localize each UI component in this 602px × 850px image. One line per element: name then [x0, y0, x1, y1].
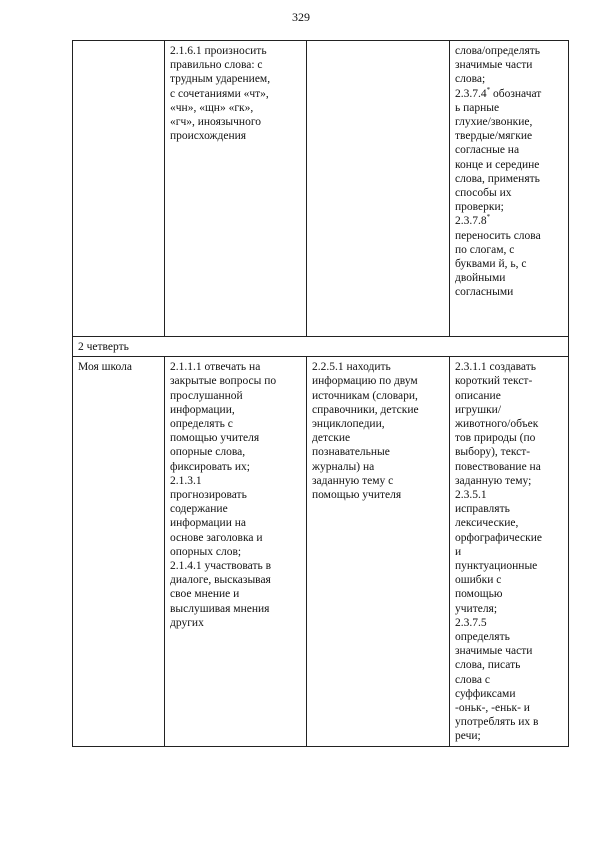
cell-line: фиксировать их; [170, 460, 250, 473]
cell-line: диалоге, высказывая [170, 574, 271, 587]
cell-line: познавательные [312, 446, 390, 459]
cell-line: слова, писать [455, 659, 521, 672]
cell-line: определять [455, 631, 510, 644]
row1-listening-cell [165, 41, 307, 337]
cell-line: 2.3.7.4* обозначат [455, 85, 542, 100]
cell-line: согласными [455, 286, 514, 299]
cell-line: энциклопедии, [312, 418, 385, 431]
row2-writing-cell [450, 357, 569, 746]
cell-line: определять с [170, 418, 233, 431]
cell-line: с сочетаниями «чт», [170, 87, 269, 100]
cell-line: свое мнение и [170, 588, 240, 601]
cell-line: игрушки/ [455, 403, 502, 416]
cell-line: 2.1.4.1 участвовать в [170, 560, 272, 573]
row2-listening-cell [165, 357, 307, 746]
cell-line: слова/определять [455, 45, 541, 57]
cell-line: справочники, детские [312, 403, 419, 416]
cell-line: орфографические [455, 531, 543, 544]
cell-line: лексические, [455, 517, 519, 530]
cell-line: информацию по двум [312, 375, 418, 388]
cell-line: описание [455, 389, 501, 402]
cell-line: других [170, 616, 204, 629]
cell-line: слова, применять [455, 172, 540, 185]
quarter-row [73, 337, 569, 357]
cell-line: 2.1.3.1 [170, 474, 202, 487]
cell-line: глухие/звонкие, [455, 116, 533, 129]
cell-line: ошибки с [455, 574, 502, 587]
cell-line: источникам (словари, [312, 389, 418, 402]
cell-line: 2.3.1.1 создавать [455, 361, 536, 374]
cell-line: двойными [455, 272, 506, 285]
cell-line: слова с [455, 673, 490, 686]
cell-line: информации, [170, 403, 235, 416]
table-row [73, 357, 569, 746]
cell-line: слова; [455, 73, 486, 86]
cell-line: учителя; [455, 602, 498, 615]
cell-line: и [455, 545, 462, 558]
cell-line: 2.1.1.1 отвечать на [170, 361, 261, 374]
cell-line: заданную тему; [455, 474, 532, 487]
page-number: 329 [292, 10, 310, 24]
cell-line: прогнозировать [170, 489, 247, 502]
cell-line: речи; [455, 730, 481, 743]
cell-line: «чн», «щн» «гк», [170, 101, 254, 114]
cell-line: основе заголовка и [170, 531, 263, 544]
cell-line: согласные на [455, 144, 520, 157]
cell-line: 2.2.5.1 находить [312, 361, 391, 374]
cell-line: употреблять их в [455, 716, 539, 729]
cell-line: закрытые вопросы по [170, 375, 277, 388]
cell-line: помощью учителя [312, 489, 402, 502]
cell-line: прослушанной [170, 389, 243, 402]
cell-line: опорных слов; [170, 545, 242, 558]
quarter-label: 2 четверть [73, 337, 569, 357]
cell-line: выбору), текст- [455, 446, 531, 459]
cell-line: пунктуационные [455, 560, 538, 573]
cell-line: суффиксами [455, 687, 516, 700]
cell-line: заданную тему с [312, 474, 394, 487]
row1-topic-cell [73, 41, 165, 337]
row1-writing-cell [450, 41, 569, 337]
cell-line: трудным ударением, [170, 73, 271, 86]
cell-line: 2.3.5.1 [455, 489, 487, 502]
cell-line: значимые части [455, 59, 533, 72]
cell-line: опорные слова, [170, 446, 246, 459]
cell-line: детские [312, 432, 351, 445]
cell-line: тов природы (по [455, 432, 536, 445]
cell-line: помощью учителя [170, 432, 260, 445]
cell-line: повествование на [455, 460, 541, 473]
cell-line: ь парные [455, 101, 500, 114]
cell-line: 2.1.6.1 произносить [170, 45, 267, 57]
row1-reading-cell [307, 41, 450, 337]
cell-line: животного/объек [455, 418, 539, 431]
cell-line: журналы) на [312, 460, 375, 473]
cell-line: помощью [455, 588, 503, 601]
cell-line: короткий текст- [455, 375, 533, 388]
cell-line: переносить слова [455, 229, 541, 242]
cell-line: «гч», иноязычного [170, 116, 262, 129]
curriculum-table [72, 40, 569, 747]
cell-line: значимые части [455, 645, 533, 658]
cell-line: проверки; [455, 201, 504, 214]
cell-line: происхождения [170, 130, 247, 143]
row2-reading-cell [307, 357, 450, 746]
cell-line: 2.3.7.5 [455, 616, 487, 629]
cell-line: информации на [170, 517, 246, 530]
cell-line: выслушивая мнения [170, 602, 270, 615]
cell-line: правильно слова: с [170, 59, 263, 72]
cell-line: по слогам, с [455, 243, 515, 256]
cell-line: способы их [455, 187, 512, 200]
cell-line: исправлять [455, 503, 510, 516]
cell-line: конце и середине [455, 158, 540, 171]
cell-line: -оньк-, -еньк- и [455, 702, 530, 715]
cell-line: 2.3.7.8* [455, 213, 491, 228]
row2-topic-cell: Моя школа [73, 357, 165, 746]
cell-line: твердые/мягкие [455, 130, 533, 143]
cell-line: буквами й, ь, с [455, 258, 527, 271]
cell-line: содержание [170, 503, 228, 516]
table-row [73, 41, 569, 337]
